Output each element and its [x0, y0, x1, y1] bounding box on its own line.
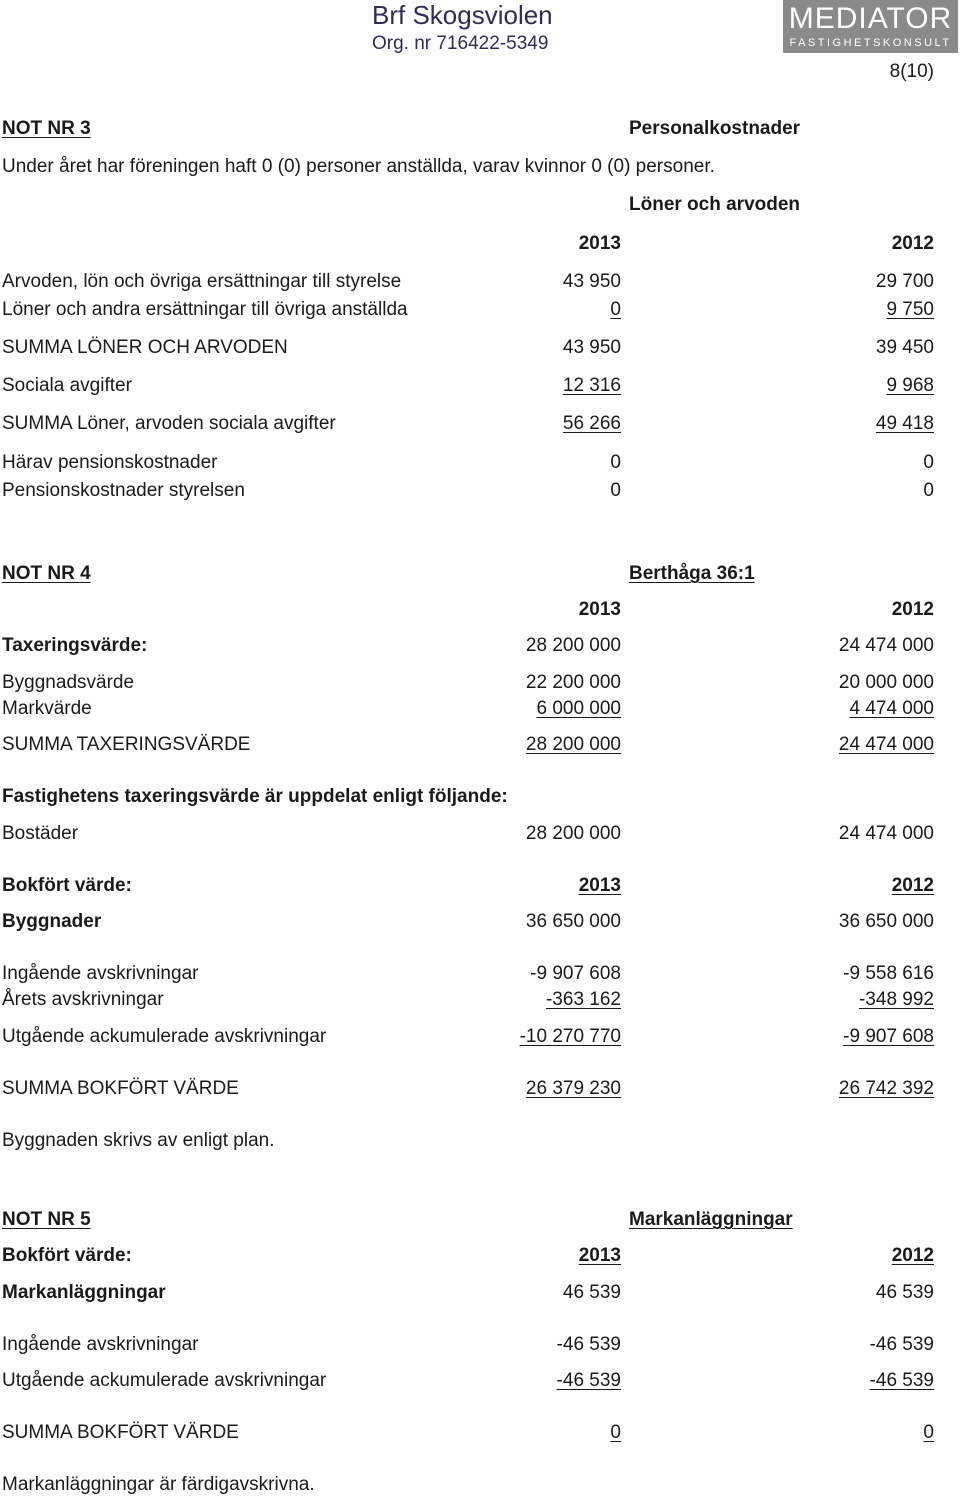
note3-row-value-2012: 29 700 [875, 271, 934, 292]
note3-row-label: Löner och andra ersättningar till övriga anställda [2, 299, 408, 320]
note4-title: Berthåga 36:1 [629, 563, 755, 584]
note3-year-2012: 2012 [891, 233, 934, 254]
note3-row-label: Arvoden, lön och övriga ersättningar till styrelse [2, 271, 402, 292]
note4-year-2013: 2013 [578, 599, 621, 620]
note3-row-value-2012: 0 [923, 452, 934, 473]
note3-row-label: SUMMA LÖNER OCH ARVODEN [2, 337, 288, 358]
note5-title: Markanläggningar [629, 1209, 793, 1230]
note3-row-value-2013: 0 [610, 452, 621, 473]
logo-sub-text: FASTIGHETSKONSULT [789, 37, 952, 49]
note4-row-label: Byggnadsvärde [2, 672, 135, 693]
note3-row-label: Härav pensionskostnader [2, 452, 218, 473]
note4-dep-row-label: Årets avskrivningar [2, 989, 164, 1010]
note4-dep-row-value-2012: -9 558 616 [843, 963, 934, 984]
note3-row-value-2013: 0 [610, 299, 621, 320]
note5-book-label: Bokfört värde: [2, 1245, 132, 1266]
note4-row-value-2012: 4 474 000 [849, 698, 934, 719]
note5-row-value-2012: -46 539 [869, 1334, 934, 1355]
note5-heading: NOT NR 5 [2, 1209, 91, 1230]
note4-dep-row-value-2013: -10 270 770 [519, 1026, 621, 1047]
note5-row-value-2013: -46 539 [556, 1334, 621, 1355]
note3-row-label: Sociala avgifter [2, 375, 132, 396]
note5-year-2012: 2012 [891, 1245, 934, 1266]
note3-subtitle: Löner och arvoden [629, 194, 801, 215]
logo-main-text: MEDIATOR [788, 2, 953, 35]
note4-dep-row-value-2013: -9 907 608 [530, 963, 621, 984]
note4-dep-row-label: Utgående ackumulerade avskrivningar [2, 1026, 327, 1047]
organization-number: Org. nr 716422-5349 [372, 33, 549, 54]
note4-row-value-2012: 24 474 000 [838, 734, 934, 755]
note4-dep-row-value-2013: 26 379 230 [525, 1078, 621, 1099]
note4-row-value-2013: 22 200 000 [525, 672, 621, 693]
note4-split-heading: Fastighetens taxeringsvärde är uppdelat enligt följande: [2, 786, 508, 807]
note3-row-value-2013: 56 266 [562, 413, 621, 434]
note5-row-label: Utgående ackumulerade avskrivningar [2, 1370, 327, 1391]
note5-footnote: Markanläggningar är färdigavskrivna. [2, 1474, 315, 1495]
note4-buildings-label: Byggnader [2, 911, 102, 932]
note4-dep-row-label: Ingående avskrivningar [2, 963, 199, 984]
note4-book-label: Bokfört värde: [2, 875, 132, 896]
note5-land-value-2012: 46 539 [875, 1282, 934, 1303]
note4-year-2012: 2012 [891, 599, 934, 620]
note4-tax-value-2012: 24 474 000 [838, 635, 934, 656]
note4-housing-value-2013: 28 200 000 [525, 823, 621, 844]
note4-dep-row-value-2012: 26 742 392 [838, 1078, 934, 1099]
mediator-logo [783, 0, 958, 53]
note4-buildings-value-2012: 36 650 000 [838, 911, 934, 932]
note4-row-label: Markvärde [2, 698, 92, 719]
note5-land-value-2013: 46 539 [562, 1282, 621, 1303]
note5-year-2013: 2013 [578, 1245, 621, 1266]
organization-name: Brf Skogsviolen [372, 0, 553, 30]
note3-row-label: Pensionskostnader styrelsen [2, 480, 245, 501]
note3-row-value-2013: 43 950 [562, 337, 621, 358]
note4-row-label: SUMMA TAXERINGSVÄRDE [2, 734, 251, 755]
note4-dep-row-value-2012: -348 992 [858, 989, 934, 1010]
note4-book-year-2013: 2013 [578, 875, 621, 896]
note4-dep-row-label: SUMMA BOKFÖRT VÄRDE [2, 1078, 239, 1099]
note3-row-value-2012: 49 418 [875, 413, 934, 434]
note3-row-value-2012: 39 450 [875, 337, 934, 358]
note3-year-2013: 2013 [578, 233, 621, 254]
note3-row-value-2012: 0 [923, 480, 934, 501]
note5-row-label: Ingående avskrivningar [2, 1334, 199, 1355]
note4-row-value-2012: 20 000 000 [838, 672, 934, 693]
note3-intro: Under året har föreningen haft 0 (0) personer anställda, varav kvinnor 0 (0) personer. [2, 156, 715, 177]
note4-housing-label: Bostäder [2, 823, 79, 844]
note3-row-value-2012: 9 750 [886, 299, 934, 320]
note3-row-value-2013: 12 316 [562, 375, 621, 396]
note4-row-value-2013: 6 000 000 [536, 698, 621, 719]
note4-tax-label: Taxeringsvärde: [2, 635, 148, 656]
note3-row-value-2013: 0 [610, 480, 621, 501]
note5-row-value-2013: 0 [610, 1422, 621, 1443]
note3-row-label: SUMMA Löner, arvoden sociala avgifter [2, 413, 336, 434]
note5-row-value-2013: -46 539 [556, 1370, 621, 1391]
note4-dep-row-value-2013: -363 162 [545, 989, 621, 1010]
note5-row-value-2012: -46 539 [869, 1370, 934, 1391]
page-number: 8(10) [889, 61, 934, 82]
note4-housing-value-2012: 24 474 000 [838, 823, 934, 844]
note4-heading: NOT NR 4 [2, 563, 91, 584]
note4-row-value-2013: 28 200 000 [525, 734, 621, 755]
note3-row-value-2012: 9 968 [886, 375, 934, 396]
note4-dep-row-value-2012: -9 907 608 [843, 1026, 934, 1047]
note3-row-value-2013: 43 950 [562, 271, 621, 292]
note4-tax-value-2013: 28 200 000 [525, 635, 621, 656]
note5-row-value-2012: 0 [923, 1422, 934, 1443]
note3-heading: NOT NR 3 [2, 118, 91, 139]
note5-land-label: Markanläggningar [2, 1282, 166, 1303]
note3-title: Personalkostnader [629, 118, 801, 139]
note5-row-label: SUMMA BOKFÖRT VÄRDE [2, 1422, 239, 1443]
note4-book-year-2012: 2012 [891, 875, 934, 896]
note4-footnote: Byggnaden skrivs av enligt plan. [2, 1130, 275, 1151]
note4-buildings-value-2013: 36 650 000 [525, 911, 621, 932]
